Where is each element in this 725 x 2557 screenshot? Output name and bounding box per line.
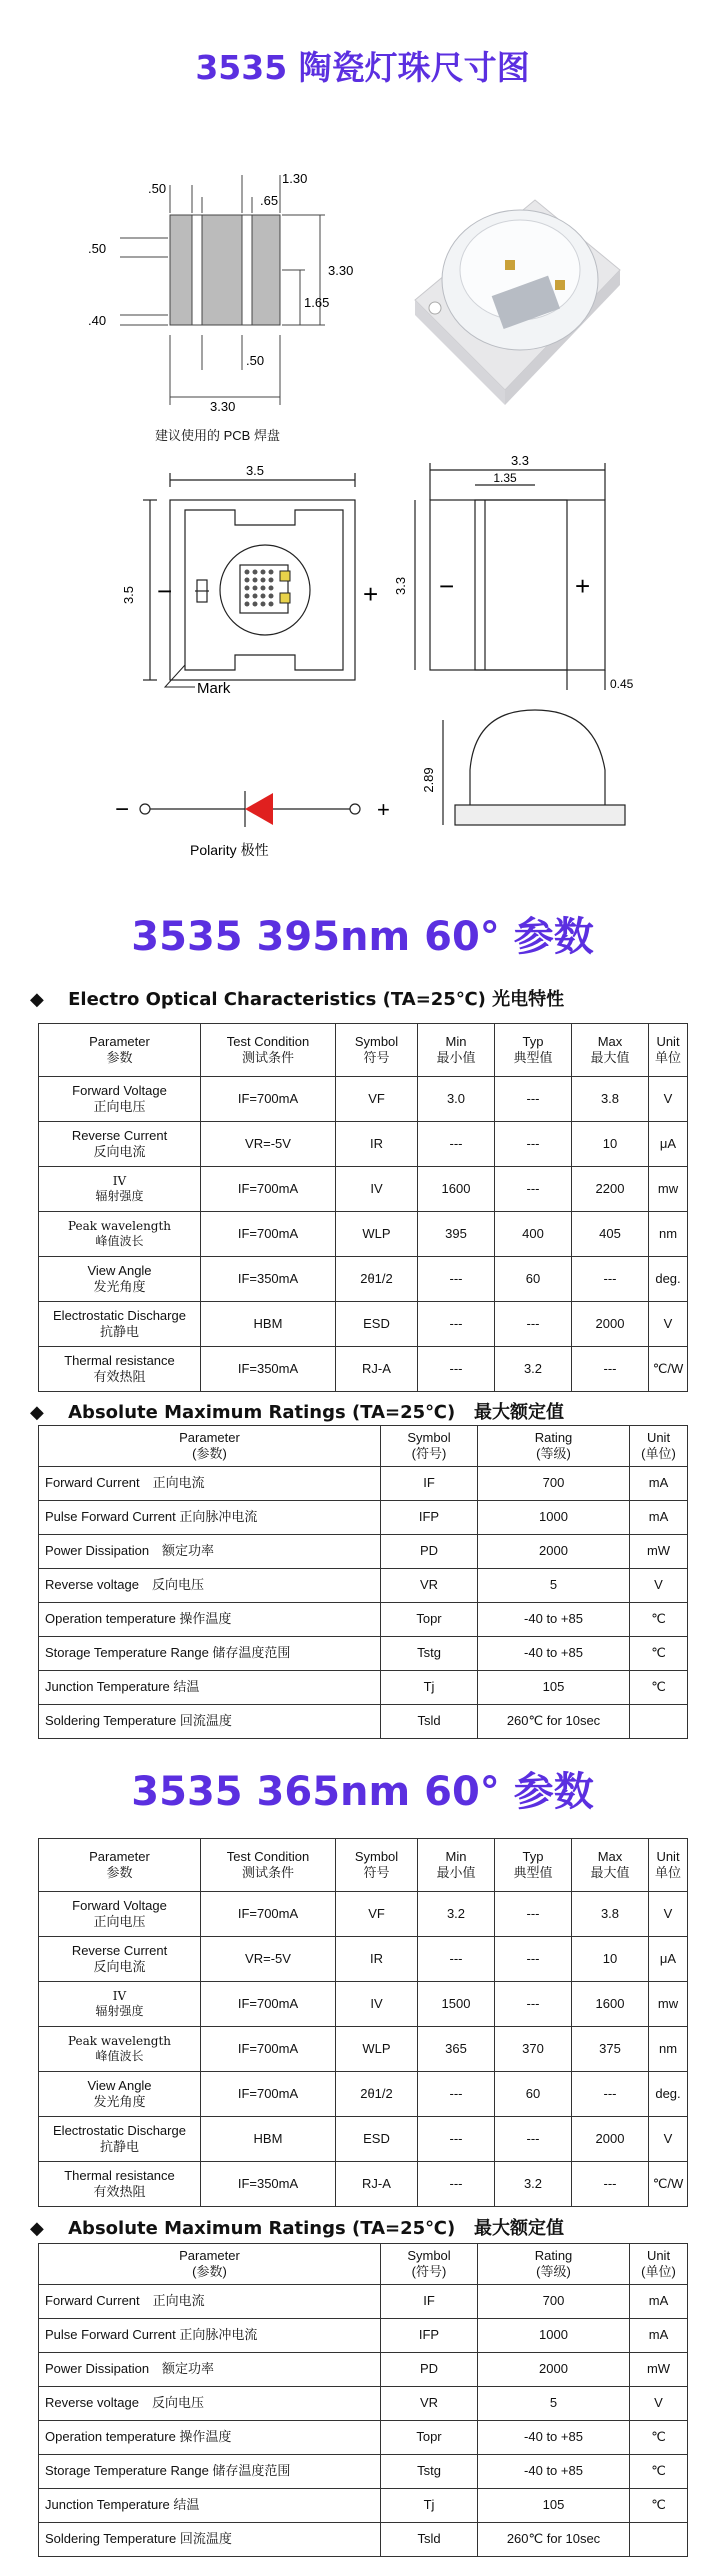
table-row: Soldering Temperature 回流温度 Tsld 260℃ for 10sec [39, 1705, 688, 1739]
diamond-icon: ◆ [30, 1402, 44, 1423]
amr-heading-365: ◆ Absolute Maximum Ratings (TA=25℃) 最大额定值 [30, 2218, 564, 2239]
diamond-icon: ◆ [30, 989, 44, 1010]
diode-triangle-icon [245, 793, 273, 825]
dim-label: 1.30 [282, 171, 308, 186]
table-row: Storage Temperature Range 储存温度范围 Tstg -40 to +85 ℃ [39, 2455, 688, 2489]
eo-heading-395: ◆ Electro Optical Characteristics (TA=25℃) 光电特性 [30, 989, 565, 1010]
table-row: Soldering Temperature 回流温度 Tsld 260℃ for 10sec [39, 2523, 688, 2557]
side-view-drawing [393, 453, 645, 695]
eo-table-365 [38, 1838, 688, 2207]
dim-label: .50 [88, 241, 107, 256]
table-row: Operation temperature 操作温度 Topr -40 to +85 ℃ [39, 1603, 688, 1637]
table-row: Thermal resistance 有效热阻 IF=350mA RJ-A --- 3.2 --- ℃/W [39, 1347, 688, 1392]
dim-label: .50 [148, 181, 167, 196]
top-view-drawing [115, 465, 400, 705]
table-row: Forward Voltage 正向电压 IF=700mA VF 3.2 --- 3.8 V [39, 1892, 688, 1937]
table-row: IV 辐射强度 IF=700mA IV 1500 --- 1600 mw [39, 1982, 688, 2027]
table-row: Pulse Forward Current 正向脉冲电流 IFP 1000 mA [39, 1501, 688, 1535]
dome-height-label: 2.89 [421, 767, 436, 793]
page-title: 3535 陶瓷灯珠尺寸图 [195, 48, 530, 87]
side-gap-label: 0.45 [610, 677, 634, 691]
dim-label: .50 [246, 353, 265, 368]
side-inner-label: 1.35 [493, 471, 517, 485]
section-title-395: 3535 395nm 60° 参数 [131, 914, 594, 960]
table-row: Thermal resistance 有效热阻 IF=350mA RJ-A --- 3.2 --- ℃/W [39, 2162, 688, 2207]
table-row: IV 辐射强度 IF=700mA IV 1600 --- 2200 mw [39, 1167, 688, 1212]
pcb-pad-drawing [70, 125, 410, 425]
plus-symbol: + [575, 571, 591, 601]
side-height-label: 3.3 [393, 576, 408, 595]
dome-profile-drawing [415, 700, 645, 840]
table-row: Storage Temperature Range 储存温度范围 Tstg -40 to +85 ℃ [39, 1637, 688, 1671]
amr-table-395 [38, 1425, 688, 1739]
table-header-row: Parameter (参数) Symbol (符号) Rating (等级) Unit (单位) [39, 1426, 688, 1467]
mark-label: Mark [197, 680, 231, 697]
table-row: Forward Current 正向电流 IF 700 mA [39, 1467, 688, 1501]
table-row: Reverse voltage 反向电压 VR 5 V [39, 1569, 688, 1603]
table-row: Forward Current 正向电流 IF 700 mA [39, 2285, 688, 2319]
diamond-icon: ◆ [30, 2218, 44, 2239]
table-row: Operation temperature 操作温度 Topr -40 to +85 ℃ [39, 2421, 688, 2455]
table-row: Junction Temperature 结温 Tj 105 ℃ [39, 1671, 688, 1705]
top-height-label: 3.5 [121, 585, 136, 605]
amr-table-365 [38, 2243, 688, 2557]
minus-symbol: − [157, 576, 173, 606]
table-row: Pulse Forward Current 正向脉冲电流 IFP 1000 mA [39, 2319, 688, 2353]
minus-symbol: − [115, 796, 130, 823]
dim-label: .40 [88, 313, 107, 328]
dim-label: 1.65 [304, 295, 330, 310]
top-width-label: 3.5 [245, 463, 265, 478]
section-title-365: 3535 365nm 60° 参数 [131, 1769, 594, 1815]
table-row: Junction Temperature 结温 Tj 105 ℃ [39, 2489, 688, 2523]
table-row: Power Dissipation 额定功率 PD 2000 mW [39, 1535, 688, 1569]
amr-heading-395: ◆ Absolute Maximum Ratings (TA=25℃) 最大额定值 [30, 1402, 564, 1423]
table-row: Electrostatic Discharge 抗静电 HBM ESD --- --- 2000 V [39, 2117, 688, 2162]
table-row: View Angle 发光角度 IF=700mA 2θ1/2 --- 60 --- deg. [39, 2072, 688, 2117]
minus-symbol: − [439, 571, 455, 601]
table-row: Reverse Current 反向电流 VR=-5V IR --- --- 10 μA [39, 1122, 688, 1167]
plus-symbol: + [377, 797, 390, 822]
led-photo [385, 160, 625, 400]
table-row: Power Dissipation 额定功率 PD 2000 mW [39, 2353, 688, 2387]
table-row: Reverse voltage 反向电压 VR 5 V [39, 2387, 688, 2421]
dim-label: .65 [260, 193, 279, 208]
table-header-row: Parameter (参数) Symbol (符号) Rating (等级) Unit (单位) [39, 2244, 688, 2285]
table-row: Peak wavelength 峰值波长 IF=700mA WLP 395 400 405 nm [39, 1212, 688, 1257]
table-row: Reverse Current 反向电流 VR=-5V IR --- --- 10 μA [39, 1937, 688, 1982]
plus-symbol: + [363, 579, 379, 609]
polarity-label: Polarity 极性 [190, 842, 269, 858]
table-header-row: Parameter 参数 Test Condition 测试条件 Symbol 符号 Min 最小值 Typ 典型值 Max 最大值 Unit 单位 [39, 1839, 688, 1892]
eo-table-395 [38, 1023, 688, 1392]
table-row: Forward Voltage 正向电压 IF=700mA VF 3.0 --- 3.8 V [39, 1077, 688, 1122]
dim-label: 3.30 [328, 263, 354, 278]
table-row: Peak wavelength 峰值波长 IF=700mA WLP 365 370 375 nm [39, 2027, 688, 2072]
table-row: Electrostatic Discharge 抗静电 HBM ESD --- --- 2000 V [39, 1302, 688, 1347]
dim-label: 3.30 [210, 399, 236, 414]
side-width-label: 3.3 [510, 453, 530, 468]
table-header-row: Parameter 参数 Test Condition 测试条件 Symbol 符号 Min 最小值 Typ 典型值 Max 最大值 Unit 单位 [39, 1024, 688, 1077]
table-row: View Angle 发光角度 IF=350mA 2θ1/2 --- 60 --- deg. [39, 1257, 688, 1302]
pcb-caption: 建议使用的 PCB 焊盘 [155, 428, 280, 443]
polarity-diagram [115, 785, 405, 865]
